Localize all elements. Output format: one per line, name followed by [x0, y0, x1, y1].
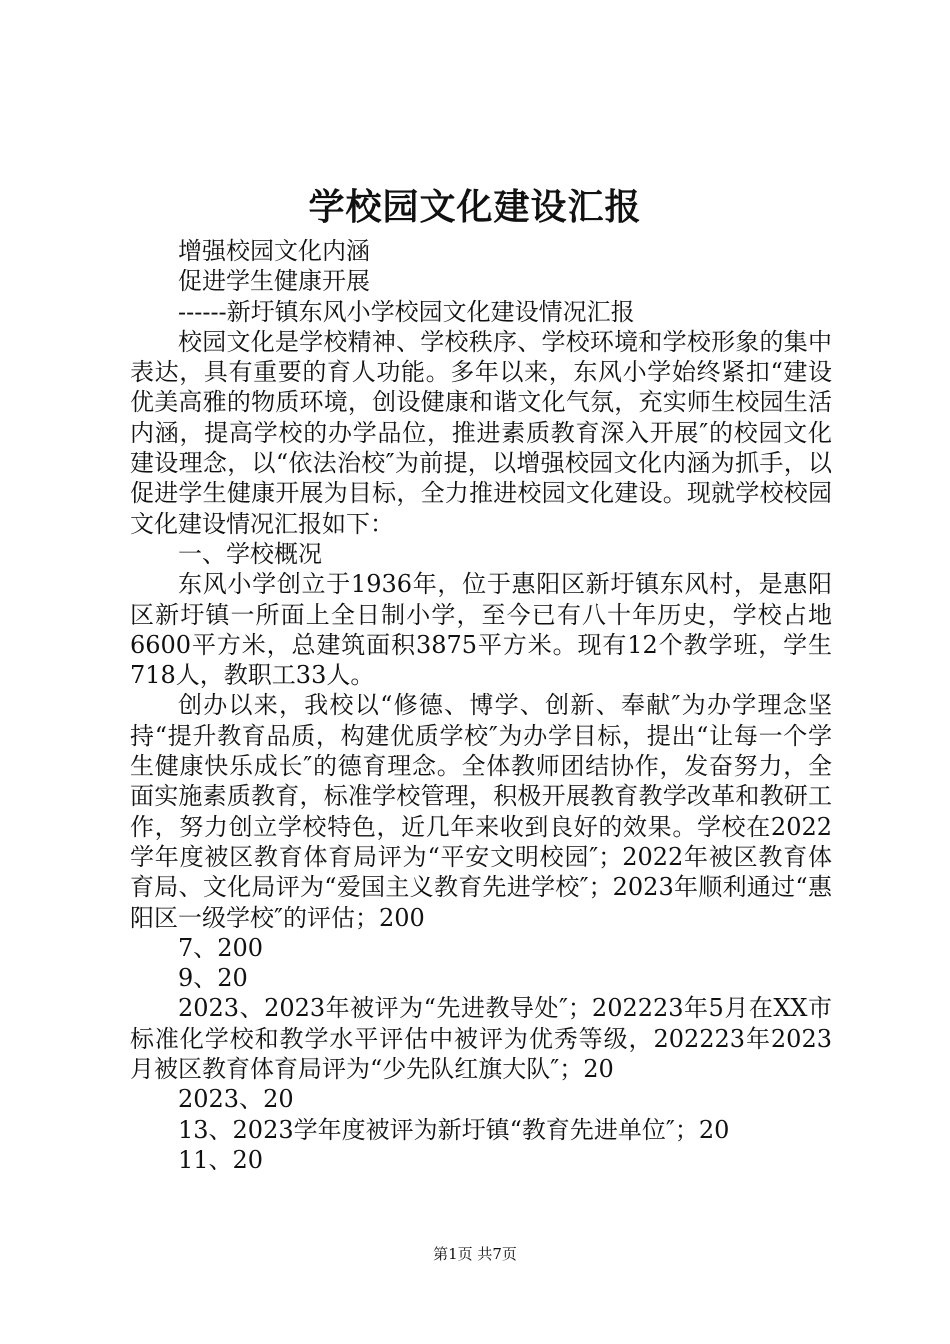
achievements-paragraph: 创办以来，我校以“修德、博学、创新、奉献″为办学理念坚持“提升教育品质，构建优质学校″为办学目标，提出“让每一个学生健康快乐成长″的德育理念。全体教师团结协作，发奋努力，全面实施素质教育，标准学校管理，积极开展教育教学改革和教研工作，努力创立学校特色，近几年来收到良好的效果。学校在2022学年度被区教育体育局评为“平安文明校园″；2022年被区教育体育局、文化局评为“爱国主义教育先进学校″；2023年顺利通过“惠阳区一级学校″的评估；200 — [130, 691, 832, 932]
fragment-line: 9、20 — [178, 964, 248, 993]
school-overview-paragraph: 东风小学创立于1936年，位于惠阳区新圩镇东风村，是惠阳区新圩镇一所面上全日制小学，至今已有八十年历史，学校占地6600平方米，总建筑面积3875平方米。现有12个教学班，学生718人，教职工33人。 — [130, 570, 832, 690]
page-number: 第1页 共7页 — [433, 1245, 517, 1263]
section-heading: 一、学校概况 — [178, 539, 322, 568]
fragment-line: 7、200 — [178, 933, 264, 962]
fragment-line: 2023、20 — [178, 1085, 294, 1114]
document-body — [130, 236, 832, 1175]
awards-paragraph: 2023、2023年被评为“先进教导处″；202223年5月在XX市标准化学校和教学水平评估中被评为优秀等级，202223年2023月被区教育体育局评为“少先队红旗大队″；20 — [130, 994, 832, 1084]
subtitle-line-3: ------新圩镇东风小学校园文化建设情况汇报 — [178, 297, 635, 326]
subtitle-line-2: 促进学生健康开展 — [178, 267, 370, 296]
fragment-line: 11、20 — [178, 1145, 264, 1174]
awards-line: 13、2023学年度被评为新圩镇“教育先进单位″；20 — [178, 1115, 730, 1144]
intro-paragraph: 校园文化是学校精神、学校秩序、学校环境和学校形象的集中表达，具有重要的育人功能。多年以来，东风小学始终紧扣“建设优美高雅的物质环境，创设健康和谐文化气氛，充实师生校园生活内涵，提高学校的办学品位，推进素质教育深入开展″的校园文化建设理念，以“依法治校″为前提，以增强校园文化内涵为抓手，以促进学生健康开展为目标，全力推进校园文化建设。现就学校校园文化建设情况汇报如下： — [130, 327, 832, 538]
document-title: 学校园文化建设汇报 — [308, 186, 642, 228]
subtitle-line-1: 增强校园文化内涵 — [178, 237, 370, 265]
